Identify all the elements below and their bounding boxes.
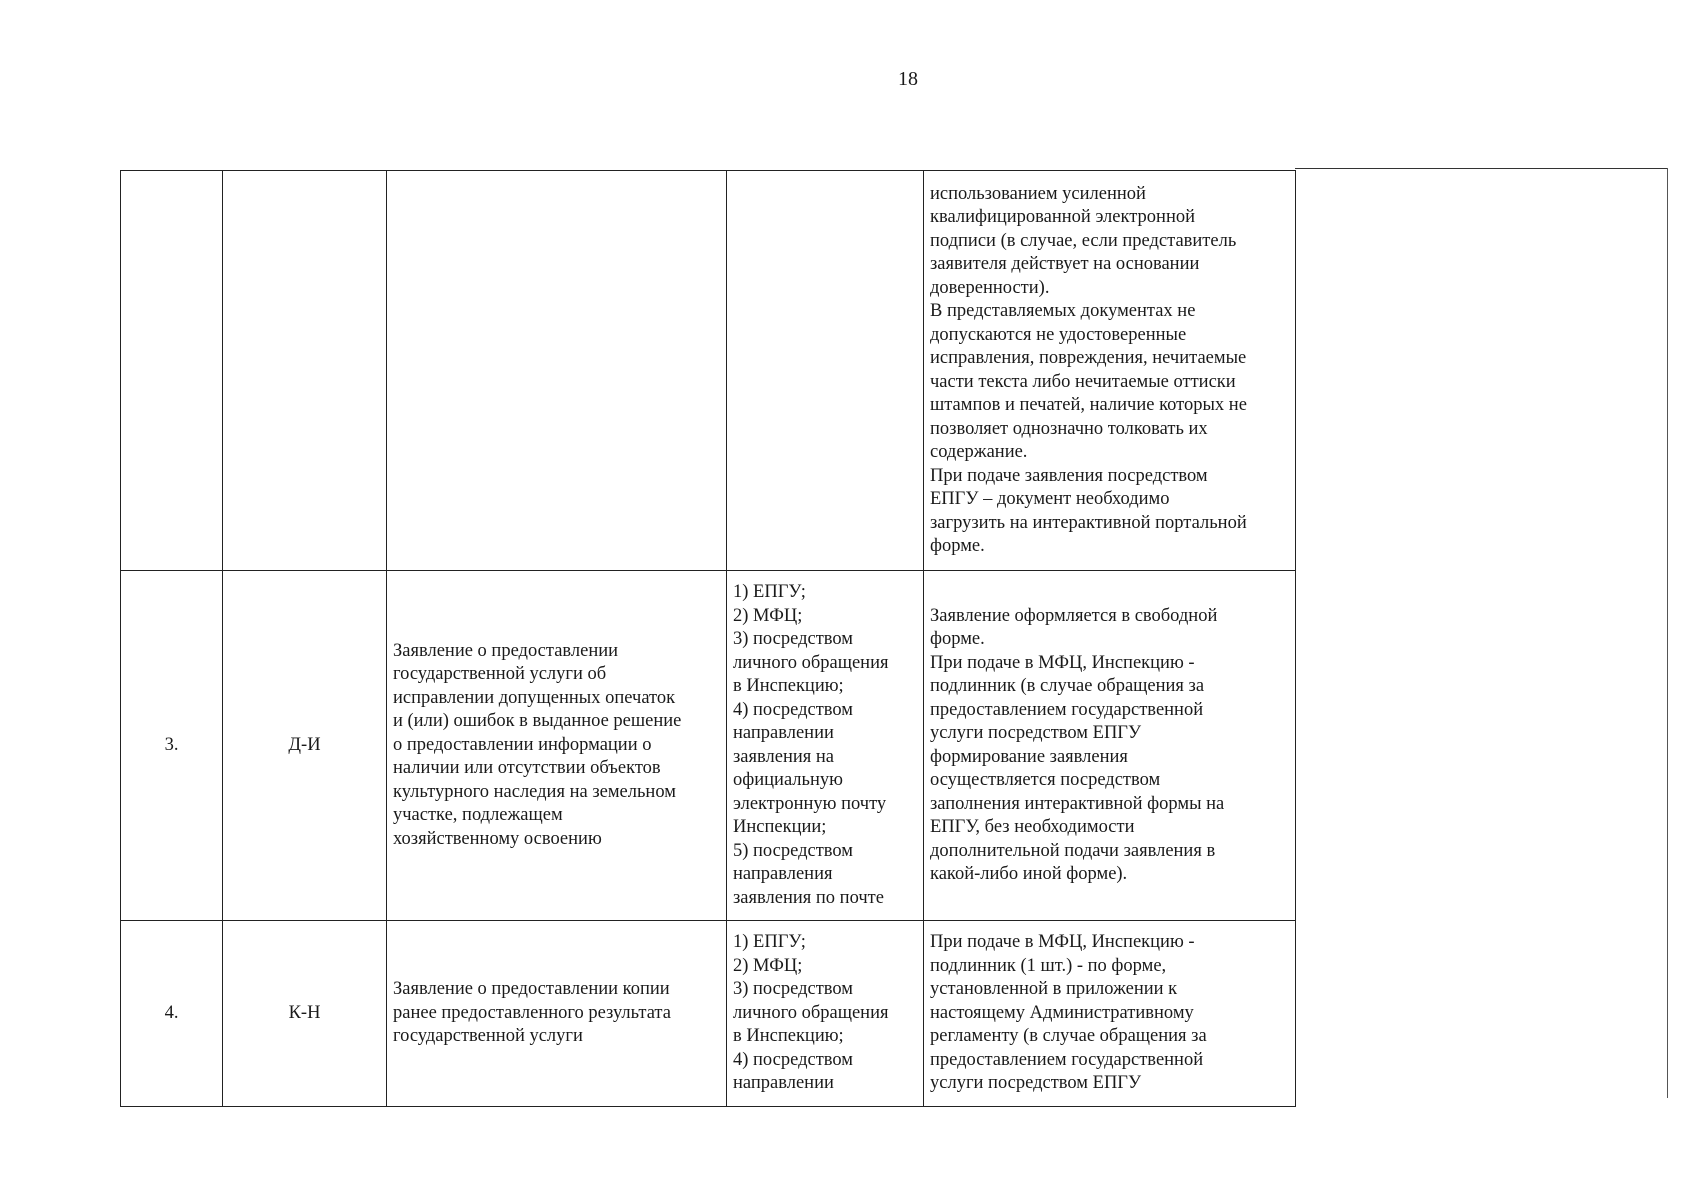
requirements-cell bbox=[924, 921, 1296, 1107]
text-line: штампов и печатей, наличие которых не bbox=[930, 395, 1247, 415]
text-line: Заявление оформляется в свободной bbox=[930, 605, 1218, 626]
text-line: государственной услуги об bbox=[393, 664, 607, 685]
text-line: направлении bbox=[733, 723, 834, 743]
text-line: 3) посредством bbox=[733, 629, 853, 649]
text-line: в Инспекцию; bbox=[733, 676, 844, 696]
text-line: осуществляется посредством bbox=[930, 770, 1161, 790]
text-line: услуги посредством ЕПГУ bbox=[930, 1073, 1142, 1094]
text-line: заявления на bbox=[733, 746, 835, 767]
document-name-cell bbox=[387, 921, 727, 1107]
text-line: участке, подлежащем bbox=[393, 805, 563, 826]
text-line: 1) ЕПГУ; bbox=[733, 582, 806, 602]
text-line: 4) посредством bbox=[733, 1049, 853, 1070]
text-line: направления bbox=[733, 864, 833, 884]
text-line: исправления, повреждения, нечитаемые bbox=[930, 348, 1247, 368]
text-line: При подаче заявления посредством bbox=[930, 465, 1208, 486]
text-line: государственной услуги bbox=[393, 1026, 583, 1047]
text-line: подлинник (в случае обращения за bbox=[930, 676, 1205, 696]
text-line: части текста либо нечитаемые оттиски bbox=[930, 371, 1236, 392]
page-number: 18 bbox=[898, 68, 918, 90]
text-line: подлинник (1 шт.) - по форме, bbox=[930, 955, 1167, 976]
text-line: При подаче в МФЦ, Инспекцию - bbox=[930, 932, 1195, 953]
text-line: предоставлением государственной bbox=[930, 1049, 1204, 1070]
text-line: использованием усиленной bbox=[930, 183, 1146, 204]
row-number: 3. bbox=[121, 571, 223, 921]
text-line: ЕПГУ – документ необходимо bbox=[930, 489, 1170, 509]
text-line: заявителя действует на основании bbox=[930, 254, 1200, 274]
text-line: ЕПГУ, без необходимости bbox=[930, 817, 1135, 837]
text-line: подписи (в случае, если представитель bbox=[930, 230, 1237, 251]
text-line: какой-либо иной форме). bbox=[930, 864, 1128, 884]
text-line: 4) посредством bbox=[733, 699, 853, 720]
text-line: 2) МФЦ; bbox=[733, 605, 803, 626]
text-line: электронную почту bbox=[733, 793, 887, 814]
table-row bbox=[121, 171, 1296, 571]
submission-ways-cell bbox=[727, 171, 924, 571]
table-row bbox=[121, 921, 1296, 1107]
table-row bbox=[121, 571, 1296, 921]
text-line: ранее предоставленного результата bbox=[393, 1002, 671, 1023]
row-number bbox=[121, 171, 223, 571]
services-table bbox=[120, 170, 1296, 1107]
text-line: формирование заявления bbox=[930, 746, 1128, 767]
requirements-cell bbox=[924, 571, 1296, 921]
text-line: услуги посредством ЕПГУ bbox=[930, 723, 1142, 743]
text-line: в Инспекцию; bbox=[733, 1026, 844, 1047]
text-line: допускаются не удостоверенные bbox=[930, 324, 1187, 345]
text-line: личного обращения bbox=[733, 652, 889, 673]
text-line: форме. bbox=[930, 629, 985, 649]
text-line: квалифицированной электронной bbox=[930, 207, 1196, 227]
text-line: настоящему Административному bbox=[930, 1002, 1194, 1023]
text-line: хозяйственному освоению bbox=[393, 828, 602, 849]
text-line: Заявление о предоставлении bbox=[393, 640, 619, 661]
text-line: форме. bbox=[930, 536, 985, 556]
text-line: личного обращения bbox=[733, 1002, 889, 1023]
requirements-cell bbox=[924, 171, 1296, 571]
text-line: культурного наследия на земельном bbox=[393, 781, 676, 802]
text-line: дополнительной подачи заявления в bbox=[930, 840, 1216, 861]
row-number: 4. bbox=[121, 921, 223, 1107]
document-name-cell bbox=[387, 171, 727, 571]
text-line: загрузить на интерактивной портальной bbox=[930, 512, 1247, 533]
text-line: 3) посредством bbox=[733, 979, 853, 1000]
frame-line-right bbox=[1667, 168, 1668, 1098]
text-line: доверенности). bbox=[930, 277, 1050, 298]
row-code bbox=[223, 171, 387, 571]
text-line: позволяет однозначно толковать их bbox=[930, 418, 1208, 439]
document-name-cell bbox=[387, 571, 727, 921]
text-line: предоставлением государственной bbox=[930, 699, 1204, 720]
text-line: заполнения интерактивной формы на bbox=[930, 793, 1225, 814]
text-line: заявления по почте bbox=[733, 887, 884, 908]
row-code: Д-И bbox=[223, 571, 387, 921]
text-line: 5) посредством bbox=[733, 840, 853, 861]
text-line: Инспекции; bbox=[733, 817, 827, 837]
text-line: официальную bbox=[733, 770, 843, 790]
submission-ways-cell bbox=[727, 921, 924, 1107]
text-line: и (или) ошибок в выданное решение bbox=[393, 711, 682, 732]
text-line: регламенту (в случае обращения за bbox=[930, 1026, 1207, 1047]
row-code: К-Н bbox=[223, 921, 387, 1107]
text-line: установленной в приложении к bbox=[930, 979, 1178, 1000]
text-line: В представляемых документах не bbox=[930, 301, 1196, 321]
text-line: наличии или отсутствии объектов bbox=[393, 758, 661, 779]
text-line: При подаче в МФЦ, Инспекцию - bbox=[930, 652, 1195, 673]
text-line: исправлении допущенных опечаток bbox=[393, 687, 676, 708]
frame-line-top bbox=[1295, 168, 1668, 169]
text-line: Заявление о предоставлении копии bbox=[393, 979, 670, 1000]
submission-ways-cell bbox=[727, 571, 924, 921]
text-line: содержание. bbox=[930, 442, 1028, 462]
text-line: направлении bbox=[733, 1073, 834, 1094]
text-line: 2) МФЦ; bbox=[733, 955, 803, 976]
text-line: о предоставлении информации о bbox=[393, 734, 652, 755]
text-line: 1) ЕПГУ; bbox=[733, 932, 806, 953]
